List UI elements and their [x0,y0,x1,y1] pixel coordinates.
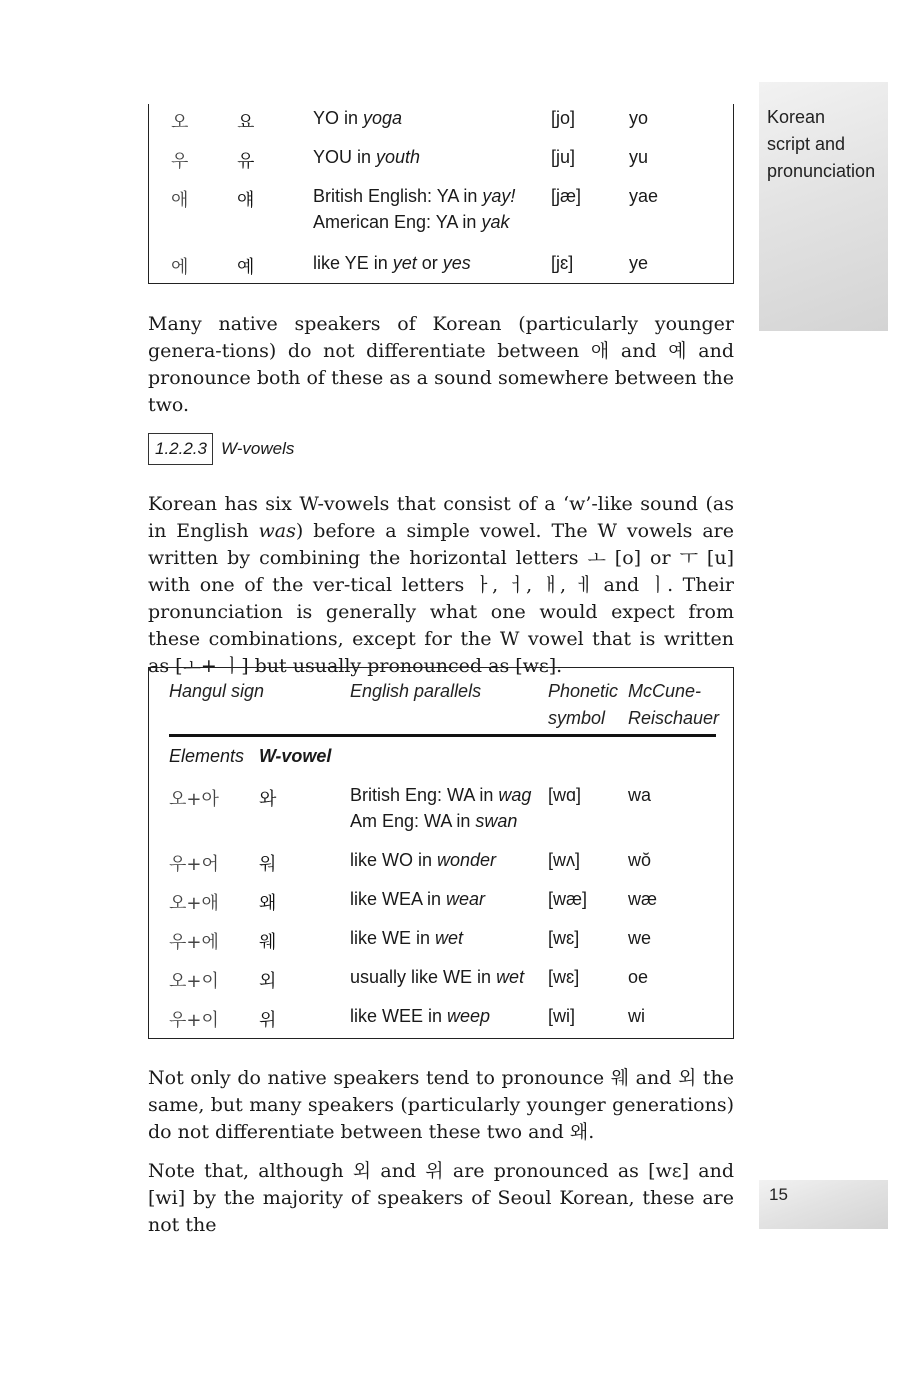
header-rule [169,734,716,737]
w-vowel-cell: 외 [259,971,277,992]
romanization: we [628,928,652,948]
y-vowel: 유 [237,151,255,172]
header-mccune-reischauer: McCune- Reischauer [628,681,720,728]
phonetic-symbol: [jɛ] [551,253,574,273]
phonetic-symbol: [jæ] [551,186,582,206]
page-number-tab [759,1180,888,1229]
y-vowel: 예 [237,257,255,278]
subheader-w-vowel: W-vowel [259,746,332,766]
section-number: 1.2.2.3 [148,433,213,465]
romanization: yae [629,186,659,206]
elements-cell: 오+이 [169,971,219,992]
y-vowel: 요 [237,112,255,133]
w-vowel-cell: 워 [259,854,277,875]
base-vowel: 애 [171,190,189,211]
section-title: W-vowels [221,439,295,458]
phonetic-symbol: [wi] [548,1006,575,1026]
w-vowel-cell: 와 [259,789,277,810]
header-phonetic-symbol: Phonetic symbol [548,681,619,728]
romanization: wa [628,785,652,805]
header-hangul-sign: Hangul sign [169,681,265,701]
phonetic-symbol: [wʌ] [548,850,581,870]
romanization: ye [629,253,649,273]
romanization: yo [629,108,649,128]
romanization: oe [628,967,649,987]
elements-cell: 우+이 [169,1010,219,1031]
english-parallel: like WE in wet [350,928,464,948]
romanization: wæ [628,889,658,909]
elements-cell: 우+에 [169,932,219,953]
elements-cell: 우+어 [169,854,219,875]
w-vowel-cell: 위 [259,1010,277,1031]
y-vowel: 얘 [237,190,255,211]
page-number: 15 [769,1185,788,1204]
english-parallel: British English: YA in yay! American Eng: YA in yak [313,186,516,232]
english-parallel: YOU in youth [313,147,421,167]
header-english-parallels: English parallels [350,681,482,701]
elements-cell: 오+아 [169,789,219,810]
english-parallel: British Eng: WA in wag Am Eng: WA in swan [350,785,532,831]
y-vowels-table [148,104,734,284]
romanization: wi [628,1006,645,1026]
section-heading [148,433,294,465]
english-parallel: usually like WE in wet [350,967,525,987]
romanization: yu [629,147,649,167]
base-vowel: 오 [171,112,189,133]
english-parallel: like YE in yet or yes [313,253,471,273]
english-parallel: like WO in wonder [350,850,497,870]
romanization: wŏ [628,850,652,870]
phonetic-symbol: [wɛ] [548,928,580,948]
english-parallel: like WEE in weep [350,1006,491,1026]
base-vowel: 우 [171,151,189,172]
phonetic-symbol: [jo] [551,108,576,128]
phonetic-symbol: [ju] [551,147,576,167]
w-vowels-table [148,667,734,1039]
paragraph: Many native speakers of Korean (particularly younger genera-tions) do not differentiate between 애 and 예 and pronounce both of these as a sound somewhere between the two. [148,313,734,416]
english-parallel: like WEA in wear [350,889,486,909]
english-parallel: YO in yoga [313,108,403,128]
base-vowel: 에 [171,257,189,278]
subheader-elements: Elements [169,746,245,766]
w-vowel-cell: 왜 [259,893,277,914]
elements-cell: 오+애 [169,893,219,914]
chapter-side-tab [759,82,888,331]
phonetic-symbol: [wɛ] [548,967,580,987]
paragraph: Not only do native speakers tend to pronounce 웨 and 외 the same, but many speakers (particularly younger generations) do not differentiate between these two and 왜. [148,1067,734,1143]
phonetic-symbol: [wæ] [548,889,588,909]
w-vowel-cell: 웨 [259,932,277,953]
paragraph: Korean has six W-vowels that consist of a ‘w’-like sound (as in English was) before a simple vowel. The W vowels are written by combining the horizontal letters ㅗ [o] or ㅜ [u] with one of the ver-tical letters ㅏ, ㅓ, ㅐ, ㅔ and ㅣ. Their pronunciation is generally what one would expect from these combinations, except for the W vowel that is written as [ㅗ+ ㅣ] but usually pronounced as [wɛ]. [148,493,734,677]
chapter-title: Korean script and pronunciation [767,107,876,181]
paragraph: Note that, although 외 and 위 are pronounced as [wɛ] and [wi] by the majority of speakers of Seoul Korean, these are not the [148,1160,734,1236]
phonetic-symbol: [wɑ] [548,785,582,805]
